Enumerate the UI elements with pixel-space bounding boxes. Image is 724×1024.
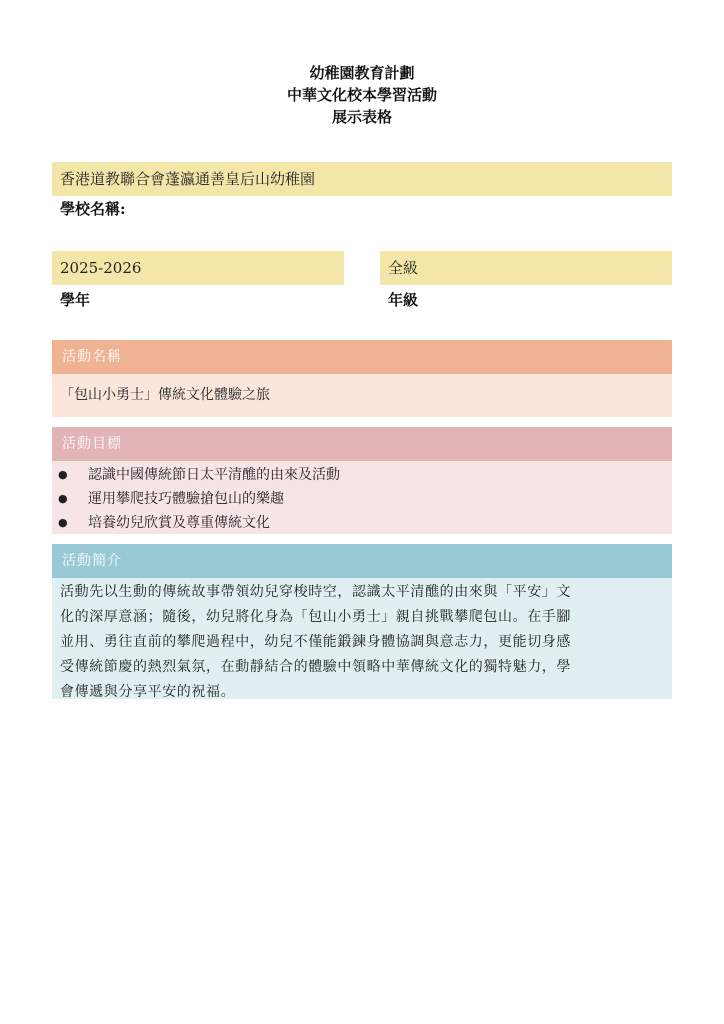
objective-text: 運用攀爬技巧體驗搶包山的樂趣	[88, 491, 284, 507]
bullet-icon: ●	[58, 492, 68, 505]
objective-item	[52, 487, 672, 511]
objective-text: 認識中國傳統節日太平清醮的由來及活動	[88, 467, 340, 483]
objectives-list	[52, 463, 672, 535]
intro-line: 會傳遞與分享平安的祝福。	[60, 684, 236, 700]
school-year-label: 學年	[60, 291, 91, 309]
intro-line: 並用、勇往直前的攀爬過程中，幼兒不僅能鍛鍊身體協調與意志力，更能切身感	[60, 634, 571, 650]
school-name-field[interactable]: 香港道教聯合會蓬瀛通善皇后山幼稚園	[52, 162, 672, 196]
header-line-3: 展示表格	[331, 108, 392, 126]
objectives-body	[52, 461, 672, 534]
grade-field[interactable]: 全級	[380, 251, 672, 285]
objective-text: 培養幼兒欣賞及尊重傳統文化	[88, 515, 270, 531]
intro-paragraph	[52, 578, 672, 705]
objective-item	[52, 463, 672, 487]
bullet-icon: ●	[58, 468, 68, 481]
header-line-1: 幼稚園教育計劃	[309, 64, 415, 82]
bullet-icon: ●	[58, 516, 68, 529]
intro-heading: 活動簡介	[52, 544, 672, 578]
header-line-2: 中華文化校本學習活動	[286, 86, 437, 104]
activity-name-heading: 活動名稱	[52, 340, 672, 374]
intro-line: 受傳統節慶的熱烈氣氛，在動靜結合的體驗中領略中華傳統文化的獨特魅力，學	[60, 659, 571, 675]
objective-item	[52, 511, 672, 535]
grade-label: 年級	[388, 291, 419, 309]
intro-line: 化的深厚意涵；隨後，幼兒將化身為「包山小勇士」親自挑戰攀爬包山。在手腳	[60, 609, 571, 625]
objectives-heading: 活動目標	[52, 427, 672, 461]
school-name-label: 學校名稱:	[60, 200, 126, 218]
school-year-field[interactable]: 2025-2026	[52, 251, 344, 285]
document-header	[0, 62, 724, 128]
intro-line: 活動先以生動的傳統故事帶領幼兒穿梭時空，認識太平清醮的由來與「平安」文	[60, 584, 571, 600]
intro-body[interactable]	[52, 578, 672, 699]
activity-name-field[interactable]: 「包山小勇士」傳統文化體驗之旅	[52, 374, 672, 417]
